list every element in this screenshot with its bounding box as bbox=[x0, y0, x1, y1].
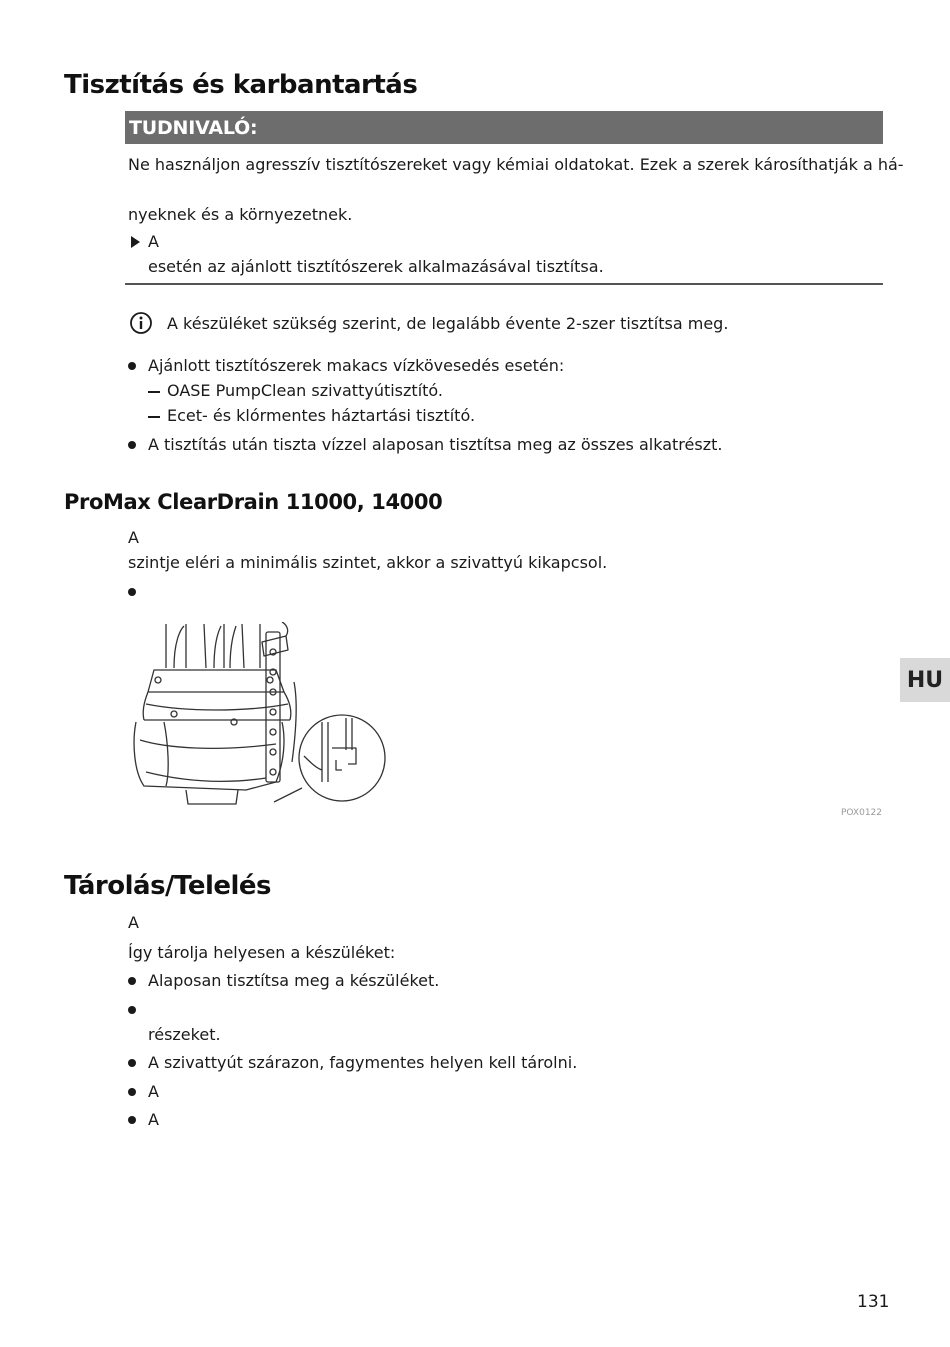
figure-code: POX0122 bbox=[841, 808, 883, 818]
bullet-icon bbox=[128, 1006, 136, 1014]
pump-illustration bbox=[126, 622, 388, 810]
bullet-icon bbox=[128, 1059, 136, 1067]
list-item: A szivattyút szárazon, fagymentes helyen kell tárolni. bbox=[148, 1053, 578, 1072]
info-icon bbox=[129, 311, 153, 335]
bullet-icon bbox=[128, 1116, 136, 1124]
bullet-icon bbox=[128, 362, 136, 370]
body-text: A bbox=[128, 528, 139, 547]
info-text: A készüléket szükség szerint, de legalább évente 2-szer tisztítsa meg. bbox=[167, 314, 729, 333]
notice-instruction-line1: A bbox=[148, 232, 159, 251]
list-item: A bbox=[148, 1082, 159, 1101]
dash-icon bbox=[148, 416, 160, 418]
sub-list-item: OASE PumpClean szivattyútisztító. bbox=[167, 381, 443, 400]
bullet-icon bbox=[128, 441, 136, 449]
language-tab: HU bbox=[900, 658, 950, 702]
list-item-continuation: részeket. bbox=[148, 1025, 221, 1044]
list-item: A tisztítás után tiszta vízzel alaposan tisztítsa meg az összes alkatrészt. bbox=[148, 435, 723, 454]
list-item: A bbox=[148, 1110, 159, 1129]
list-item: Ajánlott tisztítószerek makacs vízkövesedés esetén: bbox=[148, 356, 565, 375]
bullet-icon bbox=[128, 977, 136, 985]
sub-list-item: Ecet- és klórmentes háztartási tisztító. bbox=[167, 406, 476, 425]
page-number: 131 bbox=[857, 1292, 890, 1312]
section-title-cleaning: Tisztítás és karbantartás bbox=[64, 70, 418, 100]
section-title-storage: Tárolás/Telelés bbox=[64, 871, 272, 901]
notice-divider bbox=[125, 283, 883, 285]
bullet-icon bbox=[128, 588, 136, 596]
notice-instruction-line2: esetén az ajánlott tisztítószerek alkalmazásával tisztítsa. bbox=[148, 257, 604, 276]
section-title-promax: ProMax ClearDrain 11000, 14000 bbox=[64, 490, 443, 514]
body-text: A bbox=[128, 913, 139, 932]
body-text: Így tárolja helyesen a készüléket: bbox=[128, 943, 396, 962]
notice-text-line1: Ne használjon agresszív tisztítószereket vagy kémiai oldatokat. Ezek a szerek károsíthatják a há- bbox=[128, 155, 904, 174]
list-item: Alaposan tisztítsa meg a készüléket. bbox=[148, 971, 440, 990]
instruction-arrow-icon bbox=[131, 236, 140, 248]
dash-icon bbox=[148, 391, 160, 393]
bullet-icon bbox=[128, 1088, 136, 1096]
notice-header-bar bbox=[125, 111, 883, 144]
body-text: szintje eléri a minimális szintet, akkor a szivattyú kikapcsol. bbox=[128, 553, 608, 572]
notice-text-line2: nyeknek és a környezetnek. bbox=[128, 205, 353, 224]
notice-header: TUDNIVALÓ: bbox=[129, 117, 258, 139]
